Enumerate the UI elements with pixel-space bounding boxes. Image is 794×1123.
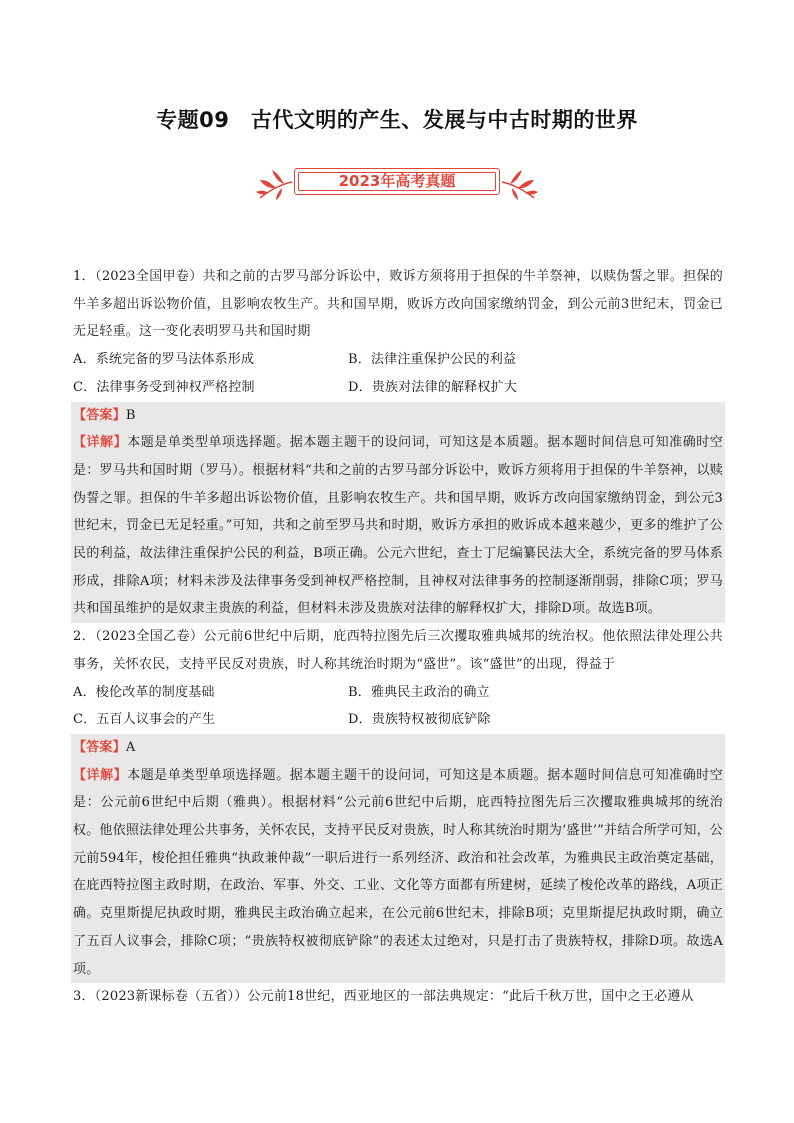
question-2-options [73,679,723,734]
answer-tag: 【答案】 [73,407,126,423]
answer-line [73,402,723,430]
detail-tag: 【详解】 [73,767,128,783]
question-3-stem: 3．（2023新课标卷（五省））公元前18世纪，西亚地区的一部法典规定：“此后千秋万世，国中之王必遵从 [73,989,694,1005]
banner-label: 2023年高考真题 [294,168,500,195]
question-2-answer-block [71,734,725,983]
detail-tag: 【详解】 [73,435,128,451]
question-1-answer-block [71,402,725,624]
answer-tag: 【答案】 [73,739,126,755]
detail-paragraph [73,762,723,984]
section-banner [0,160,794,204]
option-c: C．五百人议事会的产生 [73,712,216,728]
question-1-options [73,346,723,401]
option-a: A．梭伦改革的制度基础 [73,684,215,700]
option-d: D．贵族特权被彻底铲除 [348,712,491,728]
detail-text: 本题是单类型单项选择题。据本题主题干的设问词，可知这是本质题。据本题时间信息可知准确时空是：罗马共和国时期（罗马）。根据材料“共和之前的古罗马部分诉讼中，败诉方须将用于担保的牛羊祭神，以赎伪誓之罪。担保的牛羊多超出诉讼物价值，且影响农牧生产。共和国早期，败诉方改向国家缴纳罚金，到公元3世纪末，罚金已无足轻重。”可知，共和之前至罗马共和时期，败诉方承担的败诉成本越来越少，更多的维护了公民的利益，故法律注重保护公民的利益，B项正确。公元六世纪，查士丁尼编纂民法大全，系统完备的罗马体系形成，排除A项；材料未涉及法律事务受到神权严格控制，且神权对法律事务的控制逐渐削弱，排除C项；罗马共和国虽维护的是奴隶主贵族的利益，但材料未涉及贵族对法律的解释权扩大，排除D项。故选B项。 [73,435,723,617]
question-2-stem: 2．（2023全国乙卷）公元前6世纪中后期，庇西特拉图先后三次攫取雅典城邦的统治权。他依照法律处理公共事务，关怀农民，支持平民反对贵族，时人称其统治时期为“盛世”。该“盛世”的出现，得益于 [73,629,723,672]
option-d: D．贵族对法律的解释权扩大 [348,379,518,395]
left-laurel-icon [254,162,294,202]
option-b: B．法律注重保护公民的利益 [348,352,517,368]
detail-text: 本题是单类型单项选择题。据本题主题干的设问词，可知这是本质题。据本题时间信息可知准确时空是：公元前6世纪中后期（雅典）。根据材料“公元前6世纪中后期，庇西特拉图先后三次攫取雅典城邦的统治权。他依照法律处理公共事务，关怀农民，支持平民反对贵族，时人称其统治时期为‘盛世’”并结合所学可知，公元前594年，梭伦担任雅典“执政兼仲裁”一职后进行一系列经济、政治和社会改革，为雅典民主政治奠定基础，在庇西特拉图主政时期，在政治、军事、外交、工业、文化等方面都有所建树，延续了梭伦改革的路线，A项正确。克里斯提尼执政时期，雅典民主政治确立起来，在公元前6世纪末，排除B项；克里斯提尼执政时期，确立了五百人议事会，排除C项；“贵族特权被彻底铲除”的表述太过绝对，只是打击了贵族特权，排除D项。故选A项。 [73,767,723,977]
detail-paragraph [73,429,723,623]
right-laurel-icon [500,162,540,202]
answer-value: B [125,407,136,423]
option-a: A．系统完备的罗马法体系形成 [73,352,255,368]
question-list [73,263,723,1011]
answer-value: A [125,739,136,755]
option-c: C．法律事务受到神权严格控制 [73,379,255,395]
answer-line [73,734,723,762]
question-1-stem: 1．（2023全国甲卷）共和之前的古罗马部分诉讼中，败诉方须将用于担保的牛羊祭神，以赎伪誓之罪。担保的牛羊多超出诉讼物价值，且影响农牧生产。共和国早期，败诉方改向国家缴纳罚金，到公元前3世纪末，罚金已无足轻重。这一变化表明罗马共和国时期 [73,269,723,340]
page-title: 专题09 古代文明的产生、发展与中古时期的世界 [156,108,638,132]
option-b: B．雅典民主政治的确立 [348,684,490,700]
